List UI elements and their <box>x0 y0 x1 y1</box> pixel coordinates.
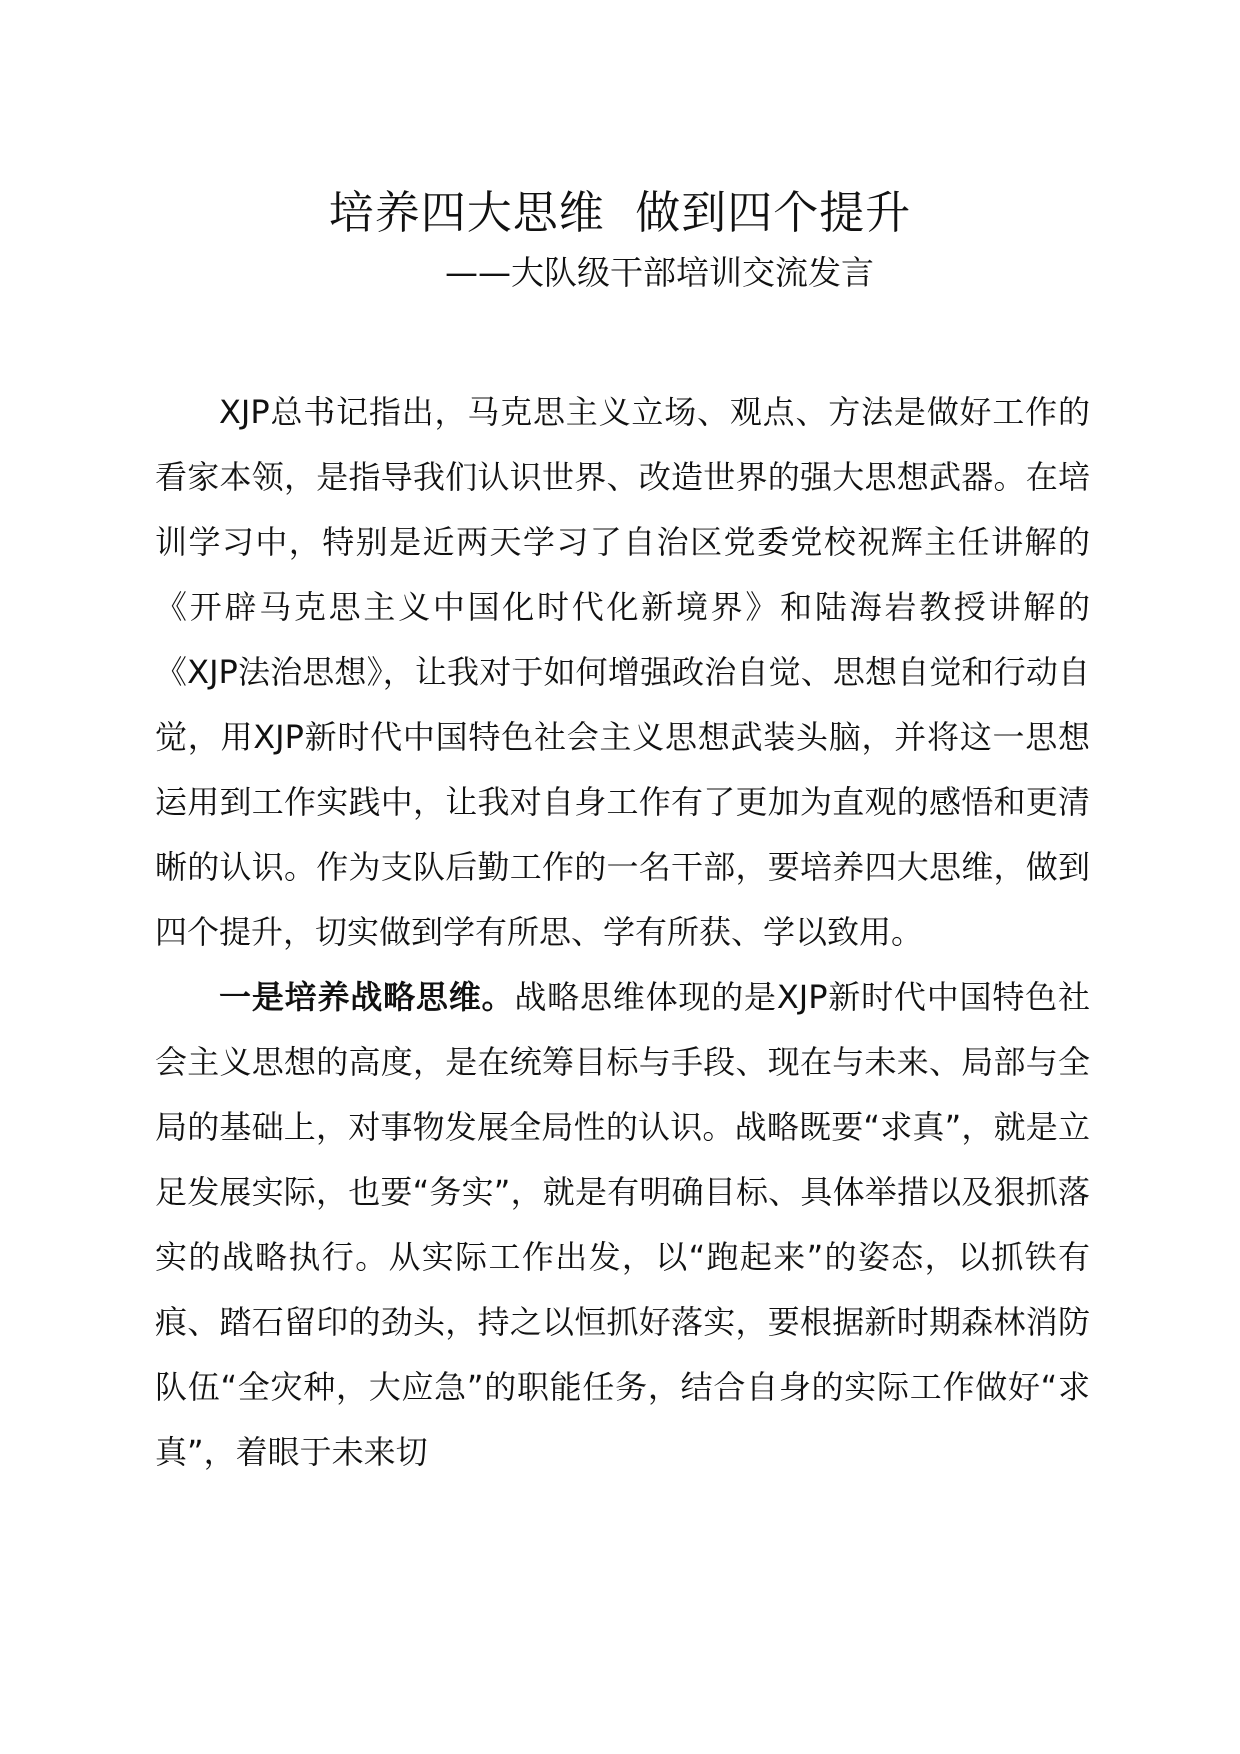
paragraph-text: 战略思维体现的是XJP新时代中国特色社会主义思想的高度，是在统筹目标与手段、现在与未来、局部与全局的基础上，对事物发展全局性的认识。战略既要“求真”，就是立足发展实际，也要“务实”，就是有明确目标、具体举措以及狠抓落实的战略执行。从实际工作出发，以“跑起来”的姿态，以抓铁有痕、踏石留印的劲头，持之以恒抓好落实，要根据新时期森林消防队伍“全灾种，大应急”的职能任务，结合自身的实际工作做好“求真”，着眼于未来切 <box>155 978 1090 1471</box>
document-title: 培养四大思维 做到四个提升 <box>328 186 912 239</box>
paragraph-strategic-thinking <box>155 965 1090 1485</box>
paragraph-lead-heading: 一是培养战略思维。 <box>219 978 515 1016</box>
paragraph-intro: XJP总书记指出，马克思主义立场、观点、方法是做好工作的看家本领，是指导我们认识世界、改造世界的强大思想武器。在培训学习中，特别是近两天学习了自治区党委党校祝辉主任讲解的《开辟马克思主义中国化时代化新境界》和陆海岩教授讲解的《XJP法治思想》，让我对于如何增强政治自觉、思想自觉和行动自觉，用XJP新时代中国特色社会主义思想武装头脑，并将这一思想运用到工作实践中，让我对自身工作有了更加为直观的感悟和更清晰的认识。作为支队后勤工作的一名干部，要培养四大思维，做到四个提升，切实做到学有所思、学有所获、学以致用。 <box>155 393 1090 951</box>
document-subtitle: ——大队级干部培训交流发言 <box>445 253 874 292</box>
document-body <box>155 380 1090 1485</box>
